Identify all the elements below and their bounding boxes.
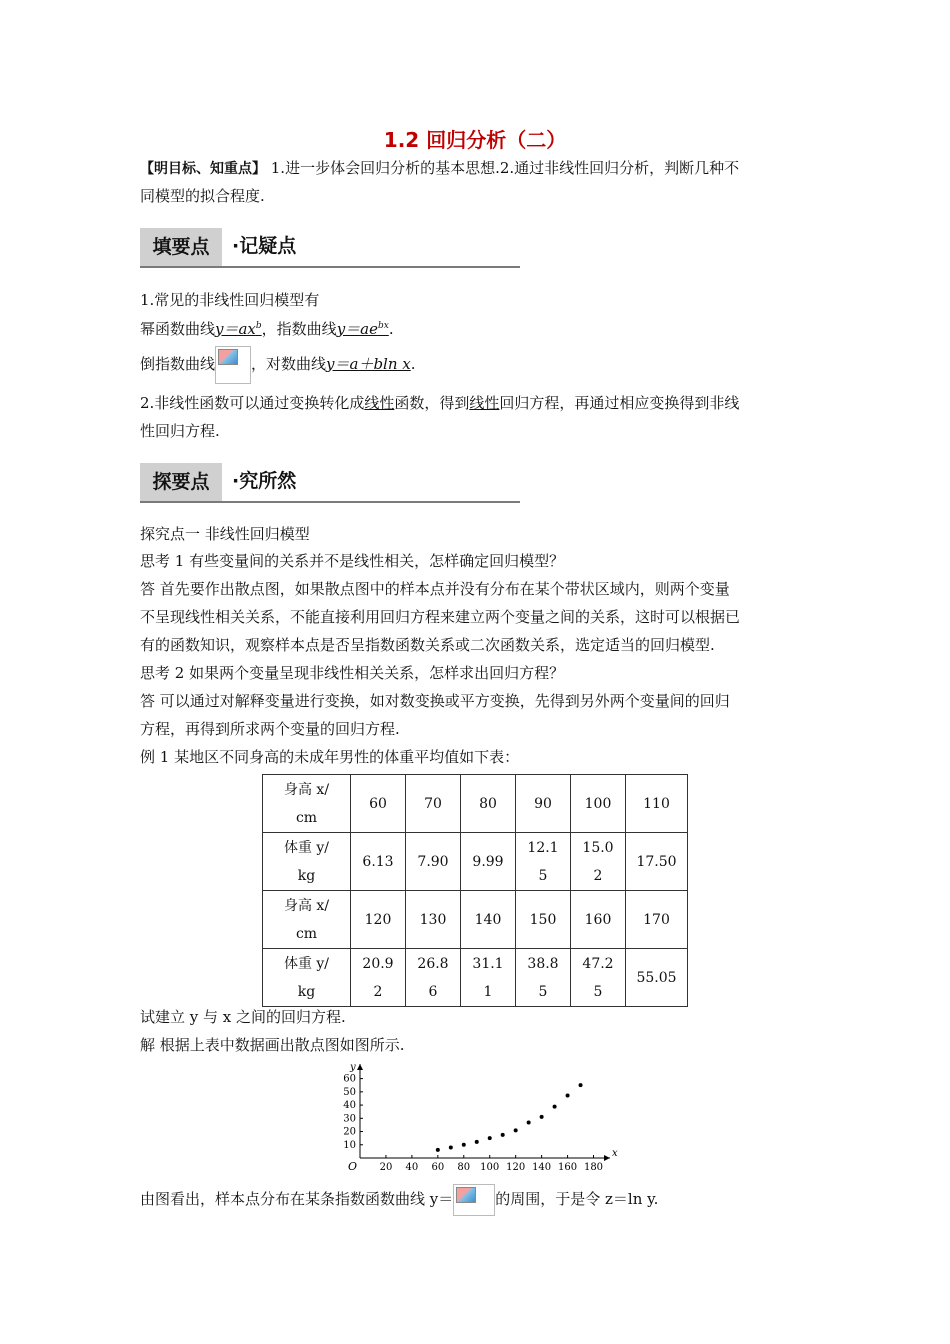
exp-curve-formula [337,320,389,338]
fill-text: 倒指数曲线 [140,355,216,373]
section-header-explore [140,463,520,503]
x-tick-label: 120 [506,1162,526,1173]
data-point [514,1128,518,1132]
table-cell: 100 [571,775,626,833]
data-point [488,1136,492,1140]
answer-2-line: 答 可以通过对解释变量进行变换，如对数变换或平方变换，先得到另外两个变量间的回归 [140,692,730,710]
table-cell: 160 [571,891,626,949]
section-box-label: 探要点 [140,463,222,501]
section-sub-label: ·记疑点 [232,235,297,257]
x-tick-label: 140 [532,1162,552,1173]
table-cell: 7.90 [406,833,461,891]
section-sub-label: ·究所然 [232,470,297,492]
data-point [579,1083,583,1087]
table-cell: 140 [461,891,516,949]
answer-1-line: 有的函数知识，观察样本点是否呈指数函数关系或二次函数关系，选定适当的回归模型. [140,636,715,654]
table-row [263,949,688,1007]
scatter-chart [330,1060,620,1180]
broken-image-icon [453,1184,495,1216]
height-weight-table [262,774,688,1007]
x-tick-label: 180 [583,1162,604,1173]
table-cell: 80 [461,775,516,833]
y-tick-label: 30 [343,1113,356,1125]
data-point [566,1093,570,1097]
table-cell: 60 [351,775,406,833]
y-tick-label: 60 [343,1073,356,1085]
y-tick-label: 20 [343,1126,356,1138]
table-cell: 47.2 5 [571,949,626,1007]
answer-1-line: 不呈现线性相关关系，不能直接利用回归方程来建立两个变量之间的关系，这时可以根据已 [140,608,741,626]
fill-text: . [388,320,394,338]
table-row [263,891,688,949]
table-cell: 6.13 [351,833,406,891]
data-point [540,1115,544,1119]
solution-conclusion [140,1183,812,1216]
table-row-header: 身高 x/ cm [263,891,351,949]
data-point [436,1148,440,1152]
table-cell: 20.9 2 [351,949,406,1007]
x-axis-arrow [604,1155,610,1161]
fill-p1: 1.常见的非线性回归模型有 [140,291,320,309]
image-placeholder [456,1187,476,1203]
conclusion-text: 由图看出，样本点分布在某条指数函数曲线 y＝ [140,1190,454,1208]
formula-sup: bx [377,321,389,331]
fill-text: 函数，得到 [394,394,470,412]
fill-text: ，对数曲线 [251,355,327,373]
data-point [553,1105,557,1109]
x-tick-label: 60 [431,1162,445,1173]
fill-text: 回归方程，再通过相应变换得到非线 [499,394,740,412]
table-cell: 9.99 [461,833,516,891]
log-curve-formula: y＝a＋bln x [326,355,411,373]
origin-label: O [348,1160,358,1173]
y-axis-arrow [357,1064,363,1070]
y-tick-label: 10 [343,1139,356,1151]
broken-image-icon [215,346,251,384]
table-cell: 130 [406,891,461,949]
formula-text: y＝ae [336,320,378,338]
data-point [475,1140,479,1144]
answer-1-line: 答 首先要作出散点图，如果散点图中的样本点并没有分布在某个带状区域内，则两个变量 [140,580,730,598]
intro-tag: 【明目标、知重点】 [140,161,266,177]
data-point [449,1146,453,1150]
formula-text: y＝ax [215,320,256,338]
intro-text-2: 同模型的拟合程度. [140,187,265,205]
think-1-question: 思考 1 有些变量间的关系并不是线性相关，怎样确定回归模型？ [140,552,565,570]
fill-text: . [410,355,416,373]
x-tick-label: 40 [405,1162,419,1173]
fill-blank: 线性 [364,394,395,412]
table-cell: 110 [626,775,688,833]
example-task: 试建立 y 与 x 之间的回归方程. [140,1008,346,1026]
table-row-header: 体重 y/ kg [263,833,351,891]
fill-text: 幂函数曲线 [140,320,216,338]
fill-p2 [140,312,812,343]
data-point [462,1143,466,1147]
y-tick-label: 40 [343,1100,356,1112]
solution-line: 解 根据上表中数据画出散点图如图所示. [140,1036,405,1054]
table-cell: 12.1 5 [516,833,571,891]
intro-text-1: 1.进一步体会回归分析的基本思想.2.通过非线性回归分析，判断几种不 [266,159,740,177]
x-tick-label: 20 [379,1162,393,1173]
table-cell: 31.1 1 [461,949,516,1007]
fill-text: ，指数曲线 [261,320,337,338]
table-row-header: 身高 x/ cm [263,775,351,833]
x-axis-label: x [612,1148,618,1159]
image-placeholder [218,349,238,365]
conclusion-text: 的周围，于是令 z＝ln y. [495,1190,659,1208]
table-cell: 70 [406,775,461,833]
table-cell: 26.8 6 [406,949,461,1007]
fill-p4 [140,389,812,417]
example-1-prompt: 例 1 某地区不同身高的未成年男性的体重平均值如下表： [140,748,520,766]
section-box-label: 填要点 [140,228,222,266]
table-cell: 15.0 2 [571,833,626,891]
y-axis-label: y [350,1062,356,1073]
think-2-question: 思考 2 如果两个变量呈现非线性相关关系，怎样求出回归方程？ [140,664,565,682]
intro-paragraph [140,154,812,183]
table-row [263,775,688,833]
x-tick-label: 80 [457,1162,471,1173]
y-tick-label: 50 [343,1086,356,1098]
fill-blank: 线性 [469,394,500,412]
table-cell: 120 [351,891,406,949]
power-curve-formula [215,320,262,338]
data-point [527,1120,531,1124]
table-cell: 170 [626,891,688,949]
answer-2-line: 方程，再得到所求两个变量的回归方程. [140,720,400,738]
section-header-fill [140,228,520,268]
table-cell: 55.05 [626,949,688,1007]
table-cell: 17.50 [626,833,688,891]
x-tick-label: 100 [480,1162,500,1173]
table-cell: 150 [516,891,571,949]
table-row [263,833,688,891]
table-cell: 38.8 5 [516,949,571,1007]
page-title: 1.2 回归分析（二） [383,128,567,152]
fill-p5: 性回归方程. [140,422,220,440]
table-cell: 90 [516,775,571,833]
fill-p3 [140,344,812,384]
explore-heading: 探究点一 非线性回归模型 [140,525,310,543]
fill-text: 2.非线性函数可以通过变换转化成 [140,394,365,412]
table-row-header: 体重 y/ kg [263,949,351,1007]
data-point [501,1133,505,1137]
x-tick-label: 160 [558,1162,578,1173]
formula-sup: b [255,321,262,331]
